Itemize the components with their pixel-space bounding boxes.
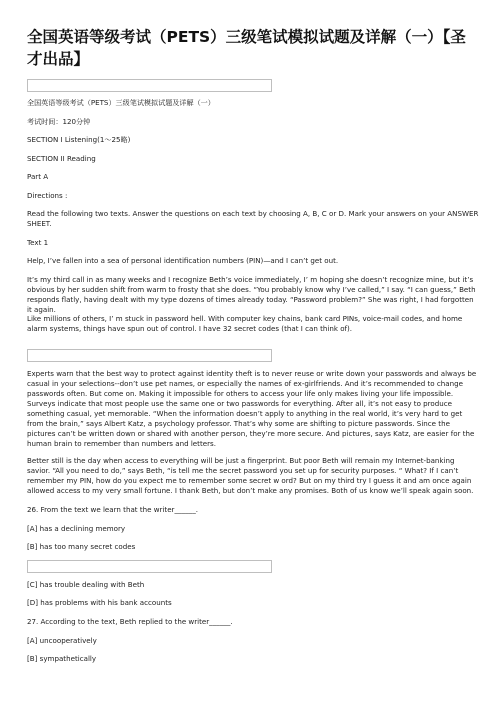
paragraph-5: Better still is the day when access to everything will be just a fingerprint. But poor Beth will remain my Internet-banking savior. “All you need to do,” says Beth, “is tell me the secret password you set up for security purposes. “ What? If I can’t remember my PIN, how do you expect me to remember some secret w ord? But on my third try I guess it and am once again allowed access to my very small fortune. I thank Beth, but don’t make any promises. Both of us know we’ll speak again soon. — [27, 456, 474, 495]
subtitle: 全国英语等级考试（PETS）三级笔试模拟试题及详解（一） — [27, 98, 215, 107]
text-1-label: Text 1 — [27, 238, 49, 247]
question-26: 26. From the text we learn that the writer______. — [27, 505, 199, 514]
question-26-option-b: [B] has too many secret codes — [27, 542, 136, 551]
question-26-option-a: [A] has a declining memory — [27, 524, 126, 533]
exam-time: 考试时间：120分钟 — [27, 117, 91, 126]
question-26-option-c: [C] has trouble dealing with Beth — [27, 580, 145, 589]
paragraph-4: Experts warn that the best way to protect against identity theft is to never reuse or write down your passwords and always be casual in your selections--don’t use pet names, or especially the names of ex-girlfriends. And it’s recommended to change passwords often. But come on. Making it impossible for others to access your life only makes living your life impossible. Surveys indicate that most people use the same one or two passwords for everything. After all, it’s not easy to produce something casual, yet memorable. “When the information doesn’t apply to anything in the real world, it’s very hard to get from the brain,” says Albert Katz, a psychology professor. That’s why some are shifting to picture passwords. Since the pictures can’t be written down or shared with another person, they’re more secure. And pictures, says Katz, are easier for the human brain to remember than numbers and letters. — [27, 369, 477, 448]
paragraph-3: Like millions of others, I’ m stuck in password hell. With computer key chains, bank card PINs, voice-mail codes, and home alarm systems, things have spun out of control. I have 32 secret codes (that I can think of). — [27, 314, 463, 333]
question-27: 27. According to the text, Beth replied to the writer______. — [27, 617, 233, 626]
part-a: Part A — [27, 172, 49, 181]
question-27-option-b: [B] sympathetically — [27, 654, 97, 663]
question-27-option-a: [A] uncooperatively — [27, 636, 97, 645]
question-26-option-d: [D] has problems with his bank accounts — [27, 598, 172, 607]
document-title: 全国英语等级考试（PETS）三级笔试模拟试题及详解（一）【圣才出品】 — [27, 28, 466, 68]
section-reading: SECTION II Reading — [27, 154, 96, 163]
ad-banner[interactable] — [27, 79, 272, 92]
ad-banner[interactable] — [27, 349, 272, 362]
ad-banner[interactable] — [27, 560, 272, 573]
paragraph-2: It’s my third call in as many weeks and I recognize Beth’s voice immediately, I’ m hoping she doesn’t recognize mine, but it’s obvious by her sudden shift from warm to frosty that she does. “You probably know why I’ve called,” I say. “I can guess,” Beth responds flatly, having dealt with my type dozens of times already today. “Password problem?” She was right, I had forgotten it again. — [27, 275, 476, 314]
paragraph-1: Help, I’ve fallen into a sea of personal identification numbers (PIN)—and I can’t get out. — [27, 256, 339, 265]
directions-text: Read the following two texts. Answer the questions on each text by choosing A, B, C or D. Mark your answers on your ANSWER SHEET. — [27, 209, 479, 228]
directions-label: Directions : — [27, 191, 68, 200]
section-listening: SECTION I Listening(1〜25略) — [27, 135, 131, 144]
